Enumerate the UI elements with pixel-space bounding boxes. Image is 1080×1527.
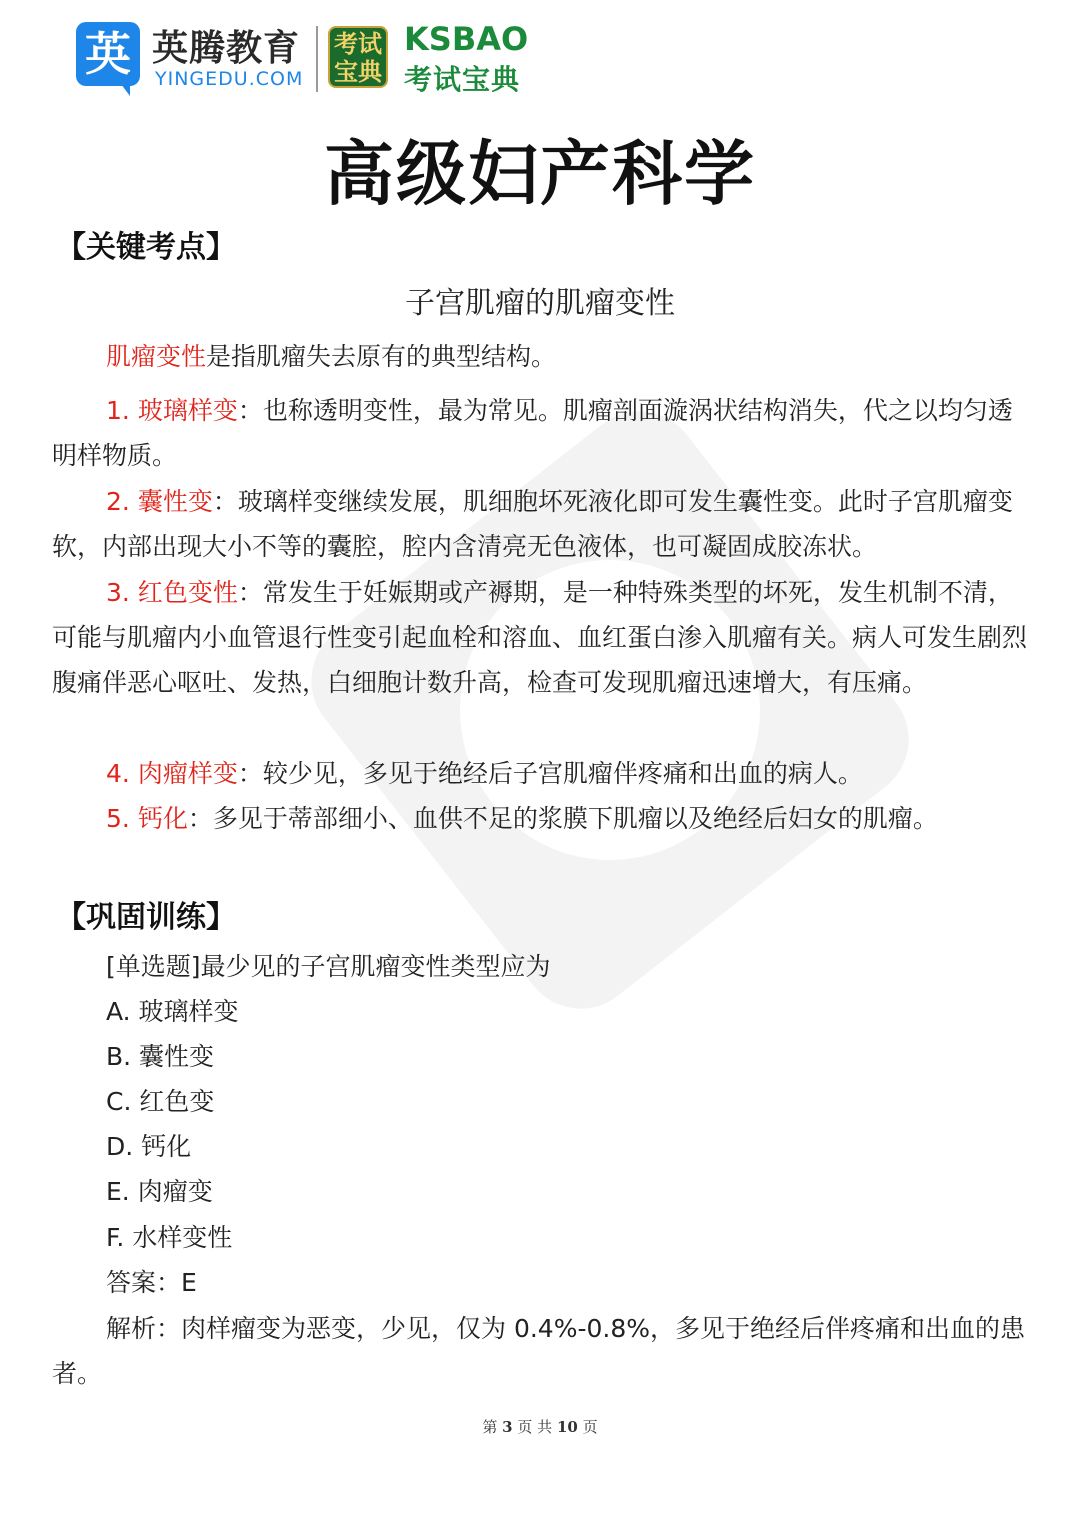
list-item: 5. 钙化：多见于蒂部细小、血供不足的浆膜下肌瘤以及绝经后妇女的肌瘤。 — [106, 804, 938, 833]
answer-text: 答案：E — [106, 1268, 197, 1297]
intro-term: 肌瘤变性 — [106, 342, 207, 371]
brand-url: YINGEDU.COM — [155, 68, 304, 90]
list-item: 4. 肉瘤样变：较少见，多见于绝经后子宫肌瘤伴疼痛和出血的病人。 — [106, 759, 863, 788]
topic-subtitle: 子宫肌瘤的肌瘤变性 — [405, 286, 675, 321]
option-c: C. 红色变 — [106, 1087, 215, 1116]
item-text: ：玻璃样变继续发展，肌细胞坏死液化即可发生囊性变。此时子宫肌瘤变软，内部出现大小不等的囊腔，腔内含清亮无色液体，也可凝固成胶冻状。 — [52, 487, 1013, 561]
intro-paragraph — [52, 334, 1030, 379]
ksbao-name-cn: 考试宝典 — [404, 63, 521, 96]
item-term: 肉瘤样变 — [137, 759, 238, 788]
list-item: 1. 玻璃样变：也称透明变性，最为常见。肌瘤剖面漩涡状结构消失，代之以均匀透明样物质。 — [52, 396, 1013, 470]
header-logos — [76, 18, 546, 96]
page-title: 高级妇产科学 — [324, 133, 756, 215]
item-term: 钙化 — [137, 804, 188, 833]
item-term: 红色变性 — [137, 578, 238, 607]
yingedu-logo-icon: 英 — [76, 22, 140, 86]
logo-divider — [316, 26, 318, 92]
option-e: E. 肉瘤变 — [106, 1177, 213, 1206]
intro-text: 是指肌瘤失去原有的典型结构。 — [206, 342, 557, 371]
option-f: F. 水样变性 — [106, 1223, 233, 1252]
item-text: ：也称透明变性，最为常见。肌瘤剖面漩涡状结构消失，代之以均匀透明样物质。 — [52, 396, 1013, 470]
item-text: ：常发生于妊娠期或产褥期，是一种特殊类型的坏死，发生机制不清，可能与肌瘤内小血管退行性变引起血栓和溶血、血红蛋白渗入肌瘤有关。病人可发生剧烈腹痛伴恶心呕吐、发热，白细胞计数升高，检查可发现肌瘤迅速增大，有压痛。 — [52, 578, 1028, 697]
page-number: 3 — [502, 1418, 513, 1436]
option-b: B. 囊性变 — [106, 1042, 215, 1071]
question-text: [单选题]最少见的子宫肌瘤变性类型应为 — [106, 952, 551, 981]
section-heading-practice: 【巩固训练】 — [56, 900, 236, 935]
list-item: 3. 红色变性：常发生于妊娠期或产褥期，是一种特殊类型的坏死，发生机制不清，可能与肌瘤内小血管退行性变引起血栓和溶血、血红蛋白渗入肌瘤有关。病人可发生剧烈腹痛伴恶心呕吐、发热，白细胞计数升高，检查可发现肌瘤迅速增大，有压痛。 — [52, 578, 1028, 697]
page-total: 10 — [556, 1418, 578, 1436]
item-term: 玻璃样变 — [137, 396, 238, 425]
page-footer: 第 3 页 共 10 页 — [482, 1418, 598, 1436]
ksbao-badge-icon: 考试宝典 — [328, 26, 388, 88]
item-text: ：较少见，多见于绝经后子宫肌瘤伴疼痛和出血的病人。 — [237, 759, 863, 788]
option-d: D. 钙化 — [106, 1132, 192, 1161]
analysis-text: 解析：肉样瘤变为恶变，少见，仅为 0.4%-0.8%，多见于绝经后伴疼痛和出血的患者。 — [52, 1314, 1025, 1388]
item-text: ：多见于蒂部细小、血供不足的浆膜下肌瘤以及绝经后妇女的肌瘤。 — [187, 804, 938, 833]
section-heading-key-points: 【关键考点】 — [56, 230, 236, 265]
brand-name: 英腾教育 — [152, 28, 301, 69]
option-a: A. 玻璃样变 — [106, 997, 239, 1026]
ksbao-name-en: KSBAO — [404, 20, 529, 58]
list-item: 2. 囊性变：玻璃样变继续发展，肌细胞坏死液化即可发生囊性变。此时子宫肌瘤变软，内部出现大小不等的囊腔，腔内含清亮无色液体，也可凝固成胶冻状。 — [52, 487, 1013, 561]
item-term: 囊性变 — [137, 487, 213, 516]
